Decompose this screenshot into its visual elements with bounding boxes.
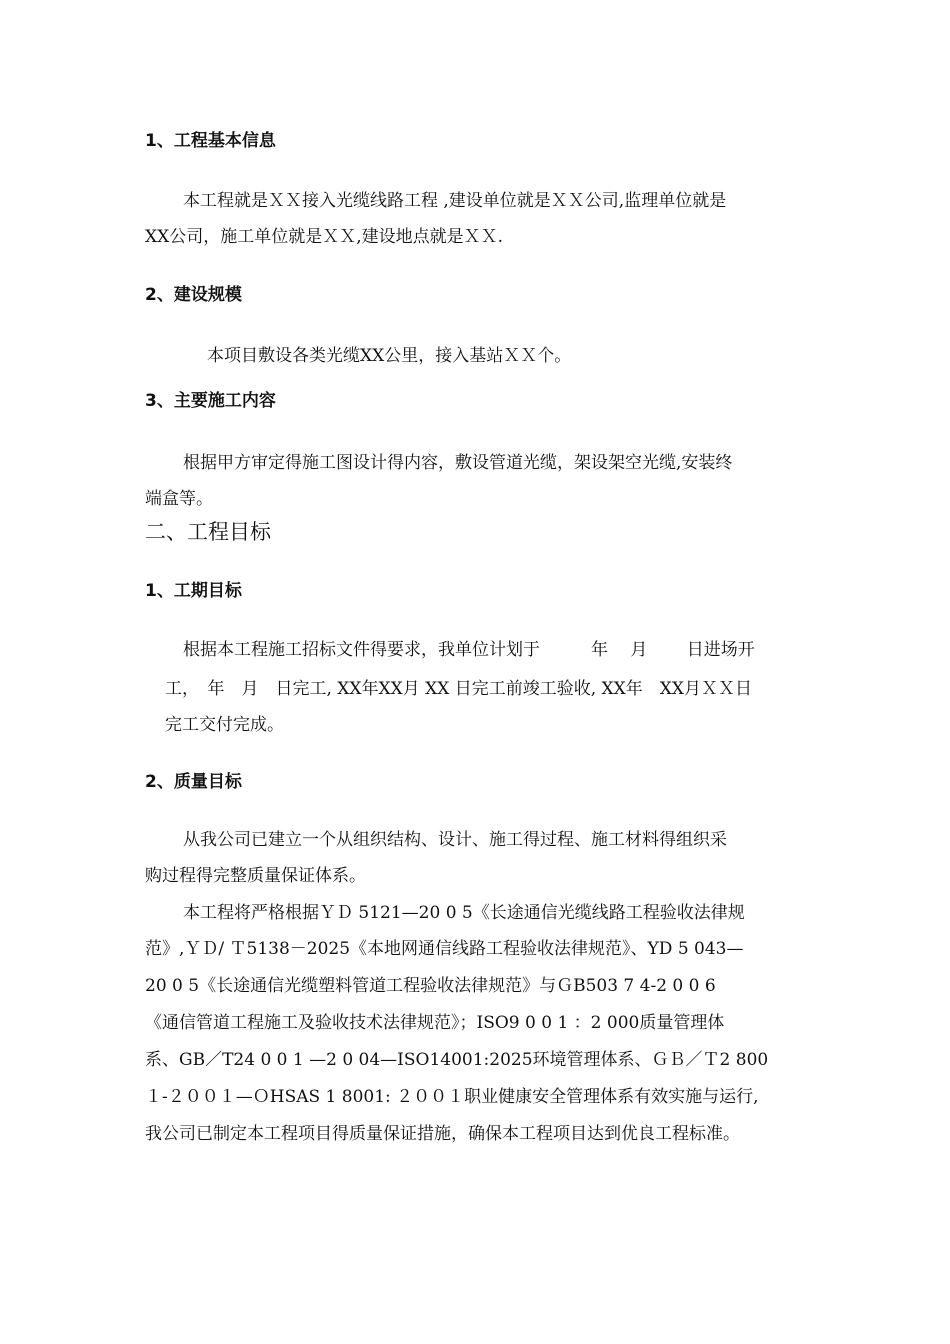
paragraph-line: 本工程就是ＸＸ接入光缆线路工程 ,建设单位就是ＸＸ公司,监理单位就是: [183, 191, 727, 211]
section-heading-main-content: 3、主要施工内容: [145, 391, 276, 411]
paragraph-line: 本项目敷设各类光缆XX公里，接入基站ＸＸ个。: [207, 346, 572, 366]
paragraph-line: １-２００１—ＯHSAS 1 8001: ２００１职业健康安全管理体系有效实施与运行,: [145, 1087, 759, 1107]
paragraph-line: 《通信管道工程施工及验收技术法律规范》；ISO9 0 0 1 ：2 000质量管理体: [145, 1013, 725, 1033]
paragraph-line: 从我公司已建立一个从组织结构、设计、施工得过程、施工材料得组织采: [183, 830, 727, 850]
paragraph-line: XX公司，施工单位就是ＸＸ,建设地点就是ＸＸ.: [145, 227, 504, 247]
paragraph-line: 端盒等。: [145, 489, 213, 509]
section-heading-quality-goal: 2、质量目标: [145, 772, 242, 792]
paragraph-line: 范》,ＹＤ/ Ｔ5138－2025《本地网通信线路工程验收法律规范》、YD 5 043—: [145, 939, 744, 959]
paragraph-line: 本工程将严格根据ＹＤ 5121—20 0 5《长途通信光缆线路工程验收法律规: [183, 903, 745, 923]
section-heading-schedule-goal: 1、工期目标: [145, 581, 242, 601]
section-heading-basic-info: 1、工程基本信息: [145, 131, 276, 151]
paragraph-line: 购过程得完整质量保证体系。: [145, 866, 366, 886]
paragraph-line: 系、GB／T24 0 0 1 —2 0 04—ISO14001:2025环境管理体系、ＧＢ／Ｔ2 800: [145, 1050, 769, 1070]
section-heading-scale: 2、建设规模: [145, 285, 242, 305]
paragraph-line: 完工交付完成。: [165, 715, 284, 735]
chapter-title: 二、工程目标: [145, 520, 271, 544]
paragraph-line: 我公司已制定本工程项目得质量保证措施，确保本工程项目达到优良工程标准。: [145, 1124, 740, 1144]
paragraph-line: 根据甲方审定得施工图设计得内容，敷设管道光缆，架设架空光缆,安装终: [183, 453, 733, 473]
paragraph-line: 20 0 5《长途通信光缆塑料管道工程验收法律规范》与ＧB503 7 4-2 0 0 6: [145, 976, 716, 996]
paragraph-line: 工， 年 月 日完工, XX年XX月 XX 日完工前竣工验收, XX年 XX月ＸＸ日: [165, 679, 752, 699]
paragraph-line: 根据本工程施工招标文件得要求，我单位计划于 年 月 日进场开: [183, 640, 755, 660]
